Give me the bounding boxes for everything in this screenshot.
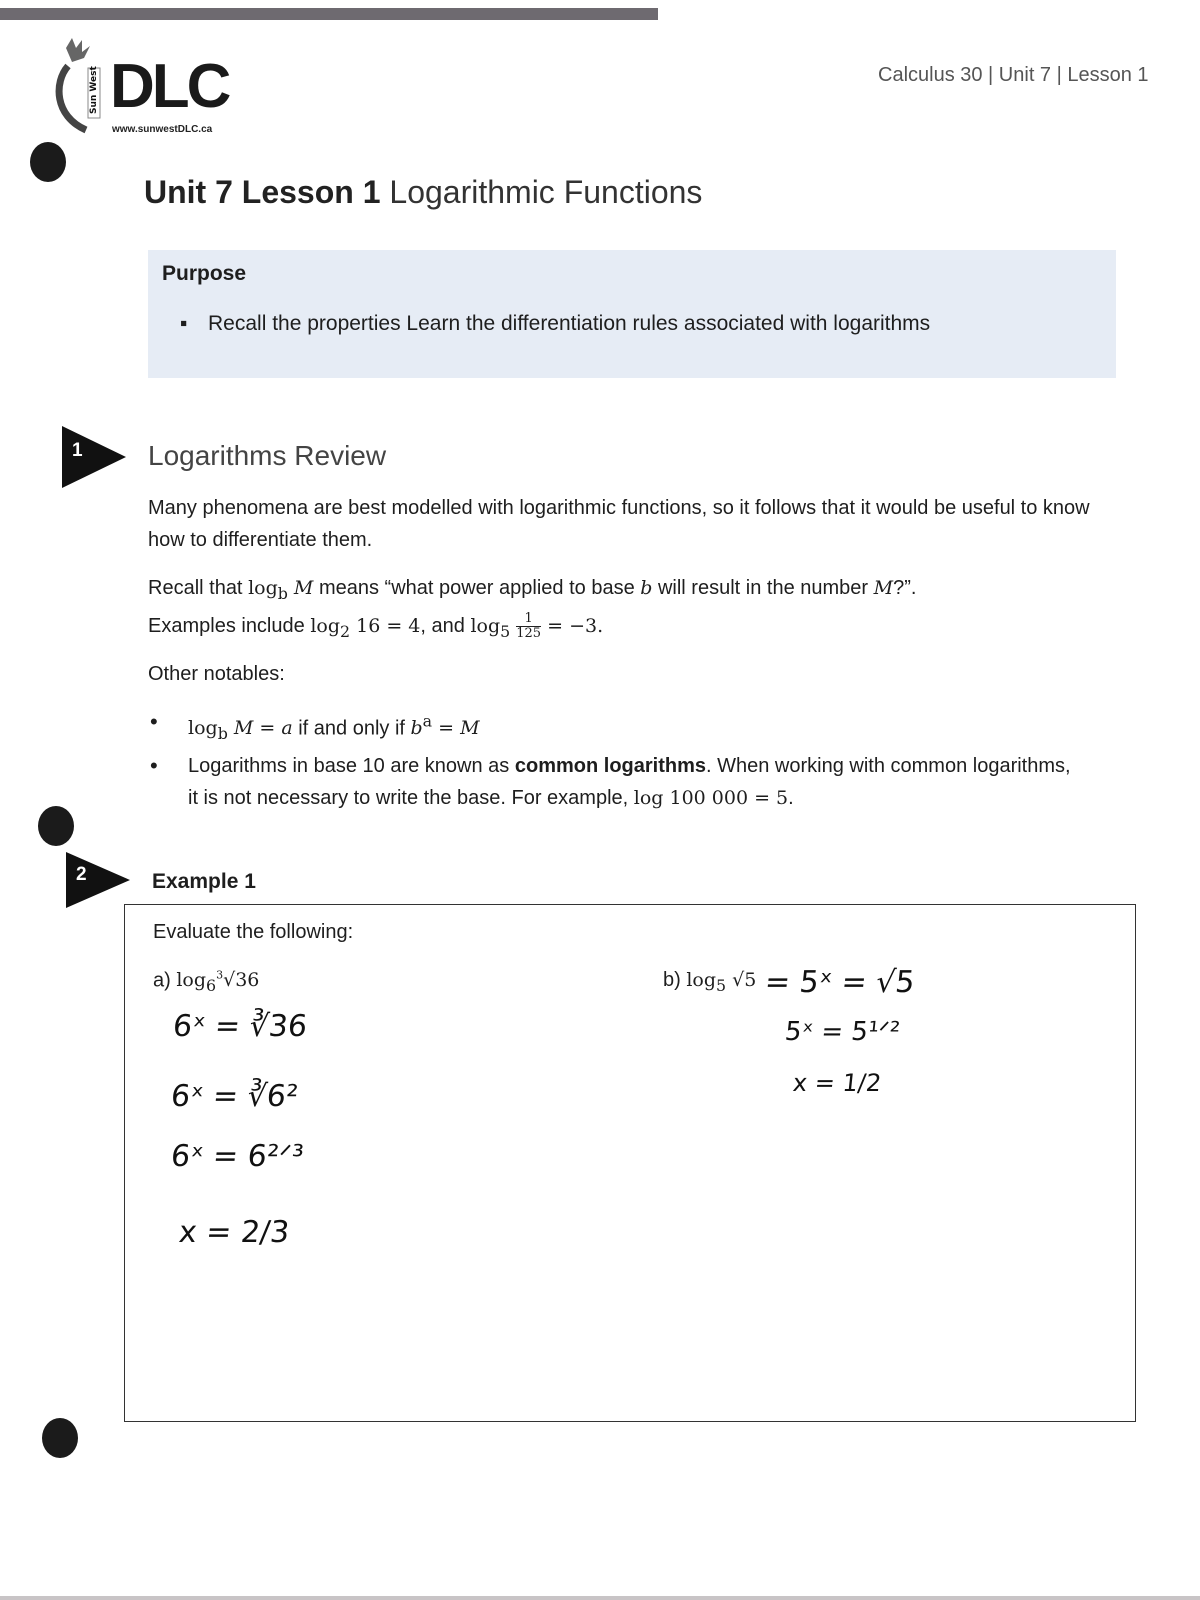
intro-paragraph: Many phenomena are best modelled with logarithmic functions, so it follows that it would be useful to know how to differentiate them. [148, 497, 1090, 551]
text: Examples include [148, 614, 311, 637]
handwritten-step: x = 1/2 [791, 1069, 883, 1097]
handwritten-step: = 5ˣ = √5 [763, 965, 917, 1000]
instruction: Evaluate the following: [153, 921, 354, 943]
lesson-title-rest: Logarithmic Functions [389, 174, 703, 210]
text: Recall that [148, 577, 249, 599]
math-sub: 5 [716, 975, 727, 995]
part-label: b) [663, 969, 687, 991]
handwritten-step: 6ˣ = ∛6² [169, 1079, 300, 1114]
part-label: a) [153, 969, 177, 992]
punch-hole [38, 806, 74, 846]
math-eq: 16 = 4 [350, 614, 421, 637]
math-sub: 5 [500, 621, 511, 641]
math-eq: log 100 000 = 5 [633, 787, 789, 810]
notables-list [150, 706, 1080, 814]
math-eq: = M [432, 717, 480, 740]
example-box [124, 904, 1136, 1422]
handwritten-step: 5ˣ = 5¹ᐟ² [783, 1017, 902, 1047]
scan-top-edge [0, 8, 658, 20]
part-b [663, 969, 756, 995]
math-log: log [188, 717, 218, 740]
math-var: M [287, 577, 314, 599]
math-log: log [686, 969, 717, 991]
math-sub: b [277, 583, 288, 603]
text: will result in the number [652, 577, 874, 599]
scan-bottom-edge [0, 1596, 1200, 1600]
sunwest-dlc-logo [44, 38, 244, 140]
purpose-label: Purpose [162, 262, 247, 285]
math-log: log [310, 614, 340, 637]
logo-side-text: Sun West [89, 66, 99, 114]
section-number: 2 [76, 864, 87, 885]
section-number: 1 [72, 440, 83, 461]
math-eq: M = a [227, 717, 293, 740]
handwritten-step: 6ˣ = ∛36 [171, 1009, 309, 1044]
math-log: log [248, 577, 278, 599]
math-sub: b [217, 724, 228, 744]
list-item [150, 706, 1080, 750]
text: if and only if [292, 717, 411, 740]
punch-hole [30, 142, 66, 182]
math-var: b [410, 717, 423, 740]
list-item [150, 750, 1080, 814]
math-log: log [176, 969, 207, 992]
purpose-box [148, 250, 1116, 378]
punch-hole [42, 1418, 78, 1458]
math-sub: 6 [206, 976, 217, 996]
other-notables-label: Other notables: [148, 663, 285, 685]
logo-wordmark: DLC [110, 52, 229, 121]
example-title: Example 1 [152, 870, 256, 893]
math-sub: 2 [340, 621, 351, 641]
part-a [153, 969, 259, 995]
lesson-title [144, 174, 702, 211]
math-eq: = −3. [541, 614, 604, 637]
math-var: M [873, 577, 894, 599]
text: means “what power applied to base [313, 577, 641, 599]
bold-term: common logarithms [514, 755, 706, 778]
recall-paragraph [148, 572, 1128, 648]
fraction-num: 1 [524, 611, 533, 627]
purpose-item: ▪ Recall the properties Learn the differentiation rules associated with logarithms [208, 312, 930, 336]
logo-url: www.sunwestDLC.ca [112, 124, 213, 135]
text: . [788, 787, 794, 810]
fraction-den: 125 [516, 626, 542, 642]
text: , and [420, 614, 471, 637]
section-title: Logarithms Review [148, 440, 387, 471]
lesson-title-bold: Unit 7 Lesson 1 [144, 174, 381, 210]
text: . When working with common logarithms, it is not necessary to write the base. For example, [188, 755, 1071, 810]
math-log: log [470, 614, 501, 637]
math-var: b [640, 577, 653, 599]
math-fraction [516, 612, 541, 641]
section-marker-1 [62, 426, 132, 493]
text: Logarithms in base 10 are known as [188, 755, 515, 778]
math-radical: √5 [732, 969, 757, 991]
course-breadcrumb: Calculus 30 | Unit 7 | Lesson 1 [878, 64, 1149, 86]
text: ?”. [893, 577, 917, 599]
root-index: 3 [216, 969, 224, 982]
wheat-logo-icon [50, 38, 110, 138]
math-sup: a [422, 712, 433, 731]
math-radical: √36 [223, 969, 260, 992]
handwritten-step: x = 2/3 [177, 1215, 292, 1250]
handwritten-step: 6ˣ = 6²ᐟ³ [169, 1139, 306, 1174]
